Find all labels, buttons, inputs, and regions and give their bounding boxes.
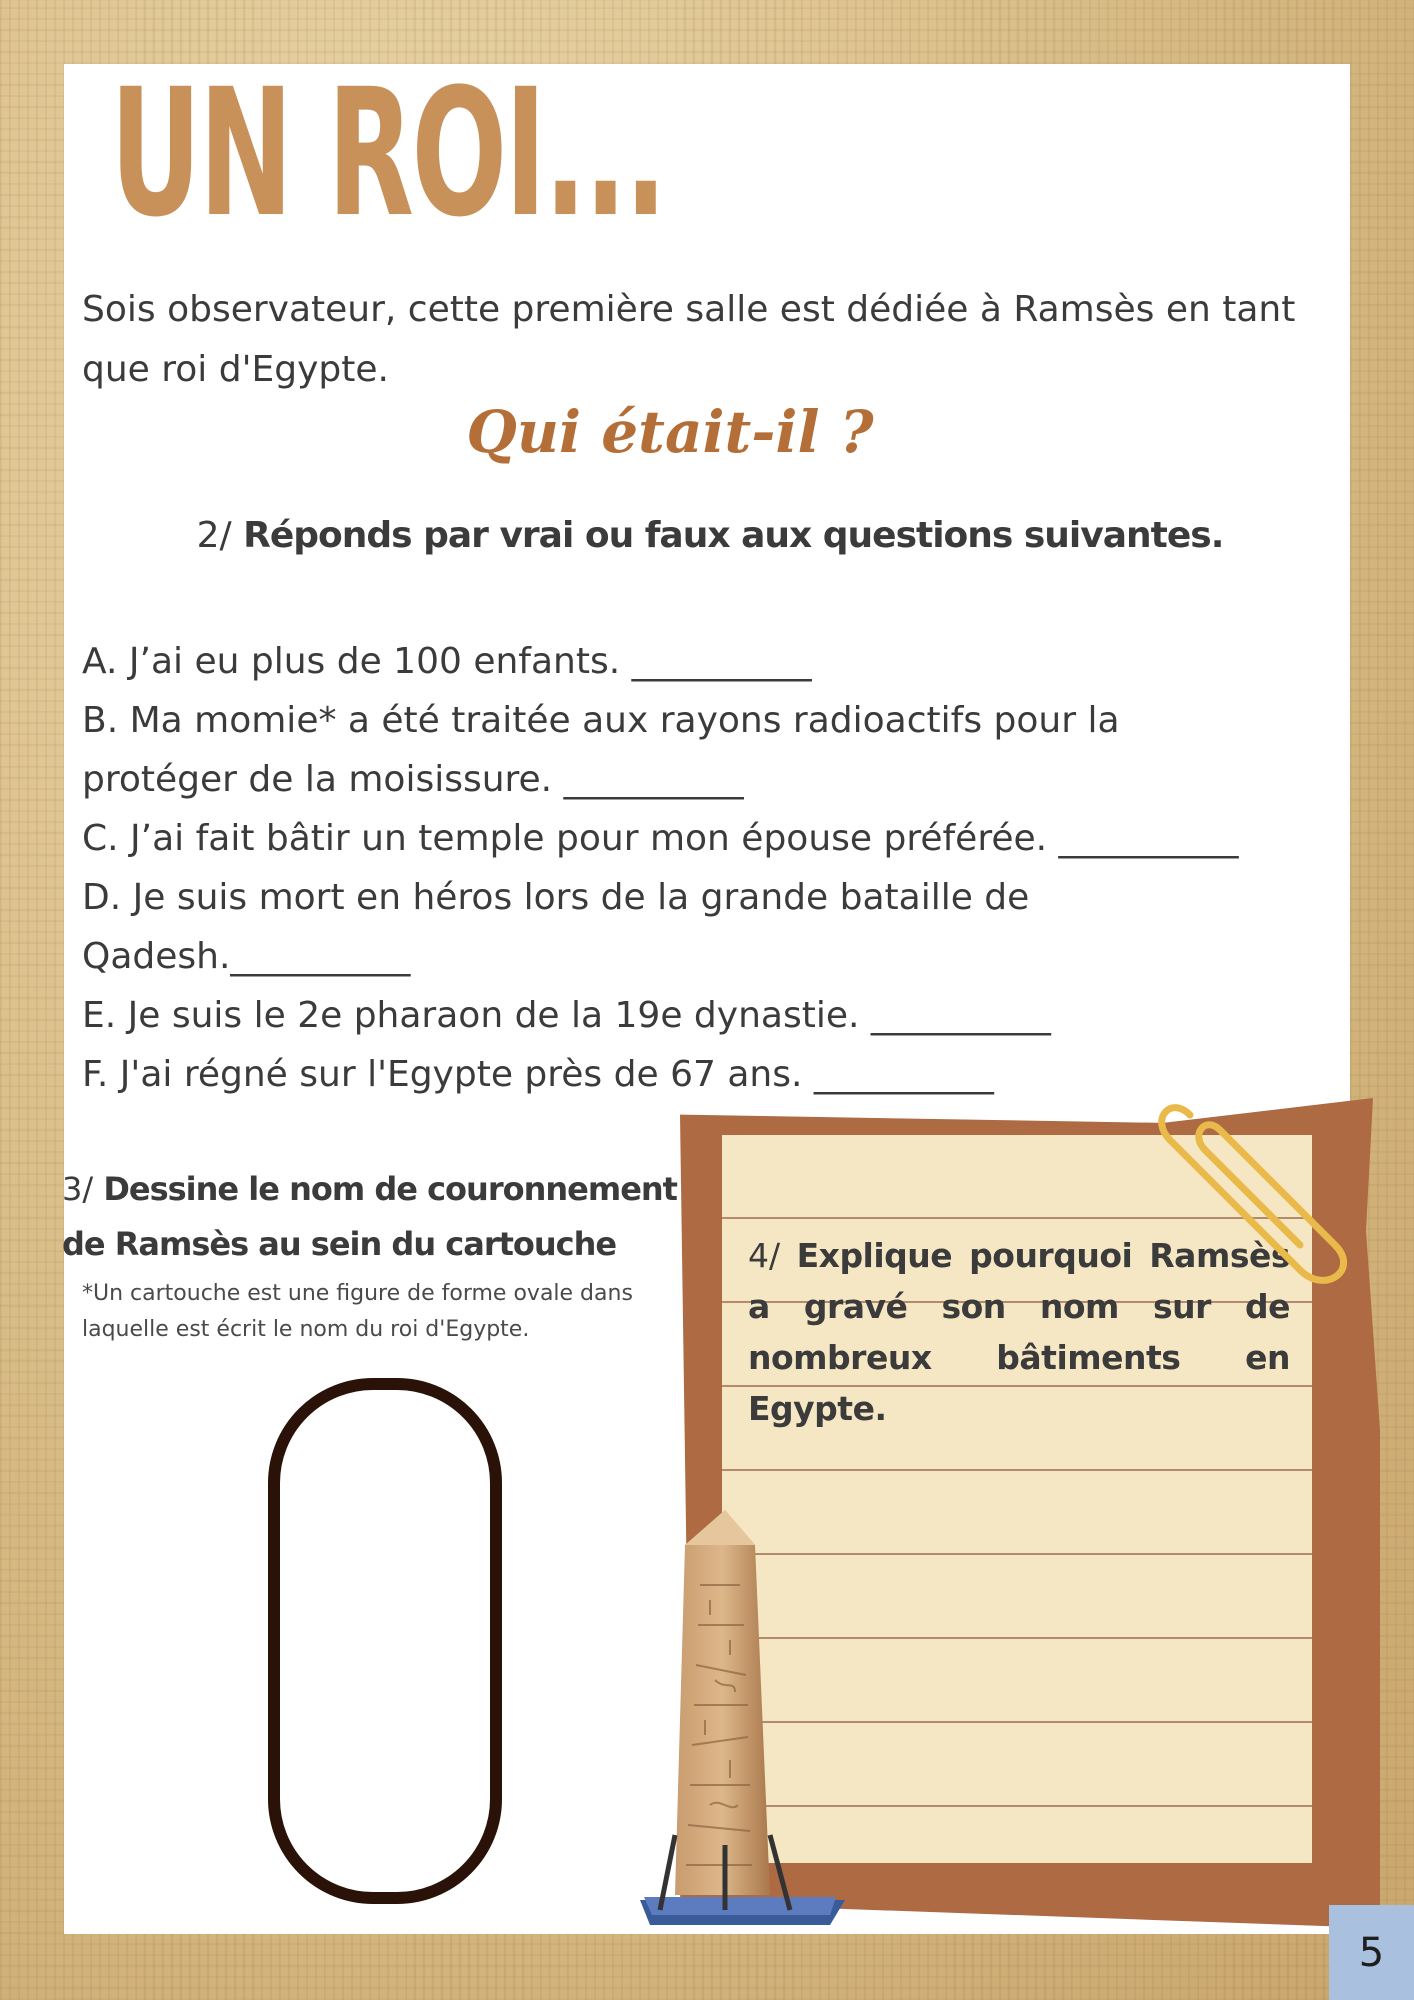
page-title: UN ROI... <box>110 51 665 256</box>
true-false-item-f: F. J'ai régné sur l'Egypte près de 67 ans. __________ <box>82 1054 994 1095</box>
intro-text: Sois observateur, cette première salle est dédiée à Ramsès en tant que roi d'Egypte. <box>82 289 1296 390</box>
question-4-heading-text: Explique pourquoi Ramsès a gravé son nom sur de nombreux bâtiments en Egypte. <box>748 1236 1291 1428</box>
page-number-badge: 5 <box>1329 1905 1414 2000</box>
question-2-heading <box>0 515 1414 556</box>
question-4-number: 4/ <box>748 1236 781 1275</box>
question-3-heading-text: Dessine le nom de couronnement de Ramsès au sein du cartouche <box>62 1170 677 1263</box>
question-3-heading <box>62 1162 682 1272</box>
true-false-item-d: D. Je suis mort en héros lors de la grande bataille de Qadesh.__________ <box>82 877 1030 977</box>
question-3-number: 3/ <box>62 1170 94 1208</box>
obelisk-image <box>630 1505 850 1945</box>
true-false-item-e: E. Je suis le 2e pharaon de la 19e dynastie. __________ <box>82 995 1051 1036</box>
true-false-item-c: C. J’ai fait bâtir un temple pour mon épouse préférée. __________ <box>82 818 1239 859</box>
true-false-item-a: A. J’ai eu plus de 100 enfants. __________ <box>82 641 812 682</box>
true-false-item-b: B. Ma momie* a été traitée aux rayons radioactifs pour la protéger de la moisissure. __________ <box>82 700 1120 800</box>
cartouche-drawing-area[interactable] <box>268 1378 502 1904</box>
question-2-heading-text: Réponds par vrai ou faux aux questions suivantes. <box>243 515 1224 556</box>
question-2-number: 2/ <box>196 515 232 556</box>
true-false-list <box>82 632 1282 1104</box>
paperclip-icon <box>1150 1075 1390 1315</box>
section-subtitle: Qui était-il ? <box>466 398 874 466</box>
cartouche-footnote: *Un cartouche est une figure de forme ovale dans laquelle est écrit le nom du roi d'Egypte. <box>82 1281 633 1342</box>
